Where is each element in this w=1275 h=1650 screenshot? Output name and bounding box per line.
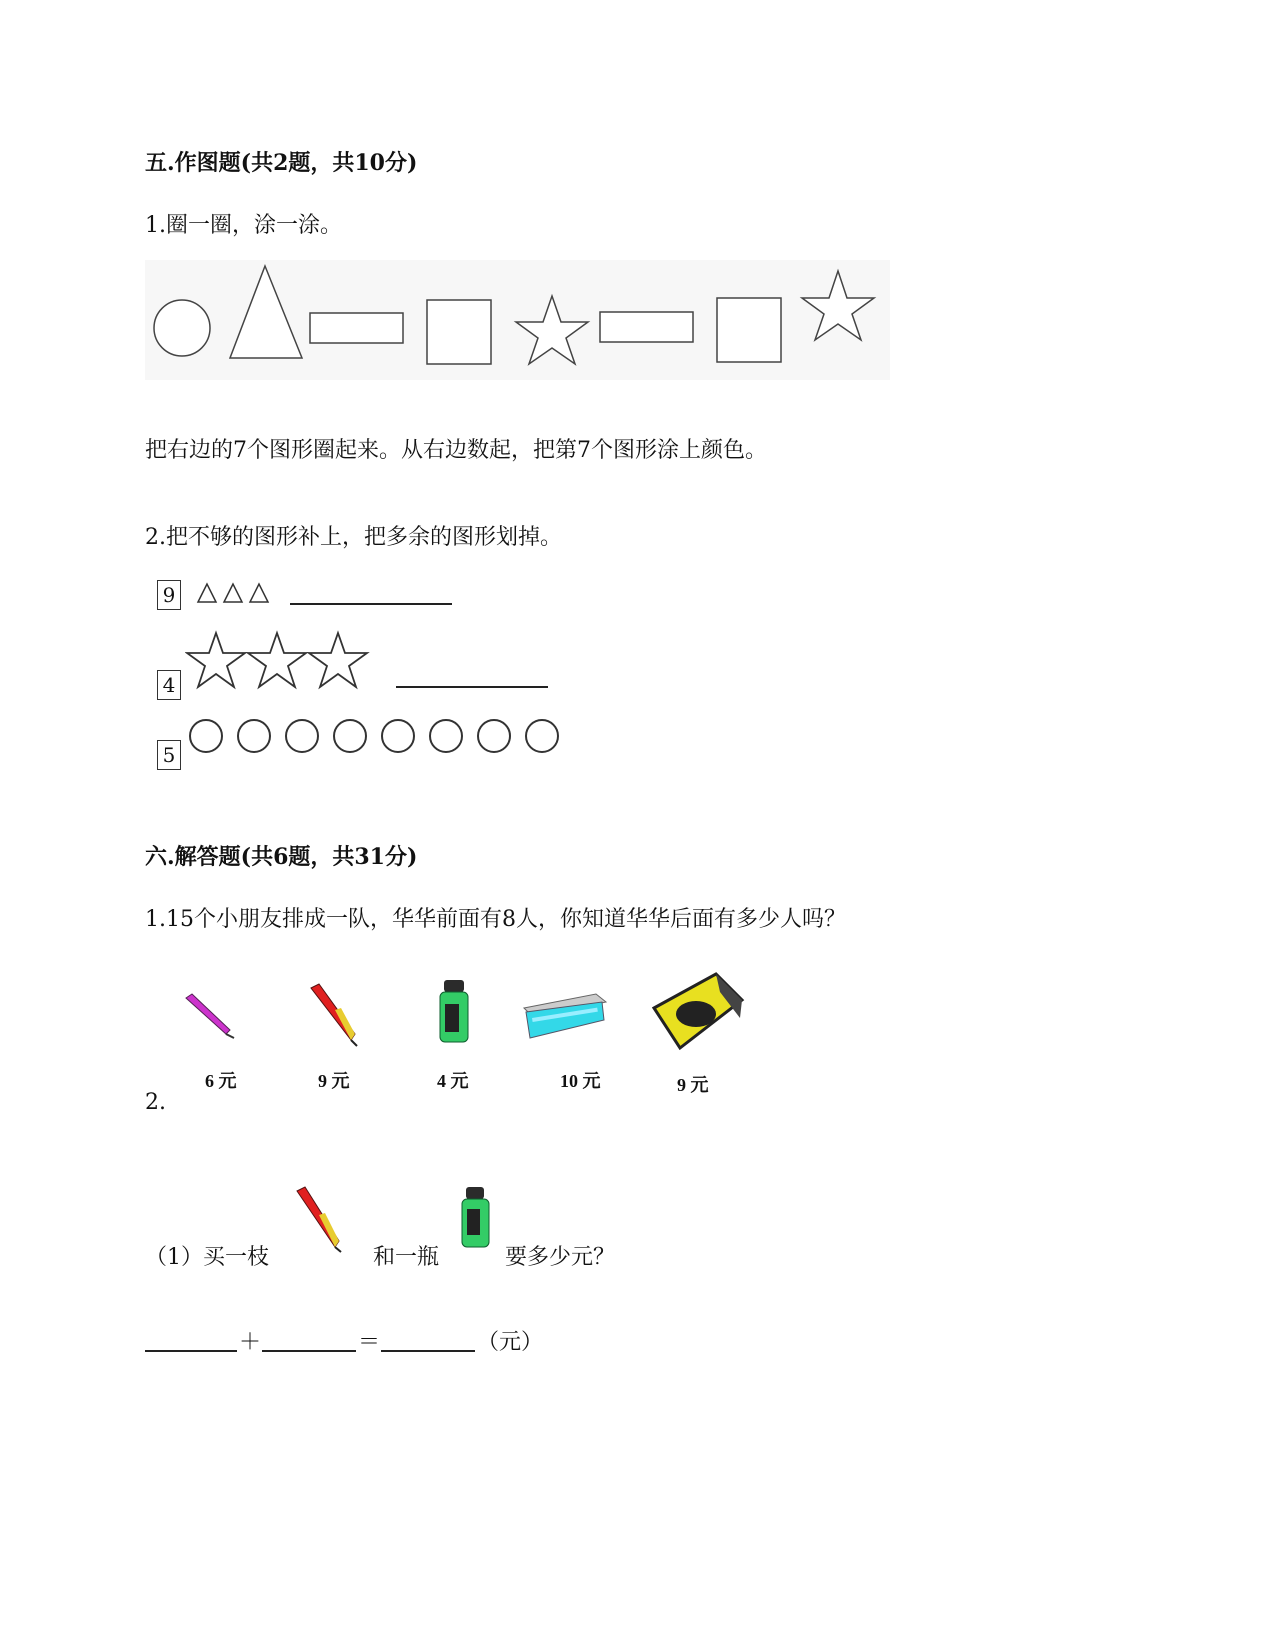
sharpener-icon <box>650 970 745 1055</box>
sub-question-1-text-c: 要多少元？ <box>505 1245 616 1270</box>
triangle-shape <box>198 584 216 602</box>
pencil-case-icon <box>522 988 608 1043</box>
answer-blank <box>381 1350 475 1352</box>
price-label: 6 元 <box>205 1071 237 1091</box>
section-six-title: 六.解答题(共6题，共31分) <box>145 844 418 870</box>
unit-label: （元） <box>477 1330 544 1355</box>
answer-blank <box>145 1350 237 1352</box>
answer-line <box>290 603 452 605</box>
question-6-2-label: 2. <box>145 1090 166 1115</box>
rectangle-shape <box>310 313 403 343</box>
rectangle-shape <box>600 312 693 342</box>
price-label: 10 元 <box>560 1071 601 1091</box>
ink-bottle-icon <box>457 1185 495 1253</box>
circle-shape <box>154 300 210 356</box>
ink-bottle-icon <box>435 978 475 1048</box>
question-6-1: 1.15个小朋友排成一队，华华前面有8人，你知道华华后面有多少人吗？ <box>145 907 846 932</box>
answer-blank <box>262 1350 356 1352</box>
circle-shape <box>430 720 462 752</box>
circle-shape <box>334 720 366 752</box>
triangle-shape <box>224 584 242 602</box>
circle-shape <box>526 720 558 752</box>
sub-question-1-text-b: 和一瓶 <box>373 1245 440 1270</box>
question-1-instruction: 把右边的7个图形圈起来。从右边数起，把第7个图形涂上颜色。 <box>145 438 767 463</box>
price-label: 4 元 <box>437 1071 469 1091</box>
pencil-icon <box>305 982 365 1047</box>
equals-sign: ＝ <box>358 1330 381 1355</box>
pencil-icon <box>293 1185 348 1253</box>
number-box: 9 <box>157 580 181 610</box>
star-shape <box>248 633 306 687</box>
question-2-label: 2.把不够的图形补上，把多余的图形划掉。 <box>145 525 562 550</box>
plus-sign: ＋ <box>239 1330 262 1355</box>
question-1-label: 1.圈一圈，涂一涂。 <box>145 213 342 238</box>
price-label: 9 元 <box>677 1075 709 1095</box>
circle-shape <box>238 720 270 752</box>
pen-icon <box>180 990 240 1040</box>
stars-group <box>185 630 375 692</box>
sub-question-1-text-a: （1）买一枝 <box>145 1245 269 1270</box>
answer-line <box>396 686 548 688</box>
triangle-shape <box>250 584 268 602</box>
square-shape <box>427 300 491 364</box>
triangles-group <box>195 580 275 608</box>
number-box: 4 <box>157 670 181 700</box>
shape-row-figure <box>145 260 890 380</box>
circles-group <box>185 714 565 758</box>
number-box: 5 <box>157 740 181 770</box>
square-shape <box>717 298 781 362</box>
star-shape <box>187 633 245 687</box>
star-shape <box>309 633 367 687</box>
circle-shape <box>478 720 510 752</box>
circle-shape <box>382 720 414 752</box>
circle-shape <box>286 720 318 752</box>
circle-shape <box>190 720 222 752</box>
section-five-title: 五.作图题(共2题，共10分) <box>145 150 418 176</box>
price-label: 9 元 <box>318 1071 350 1091</box>
